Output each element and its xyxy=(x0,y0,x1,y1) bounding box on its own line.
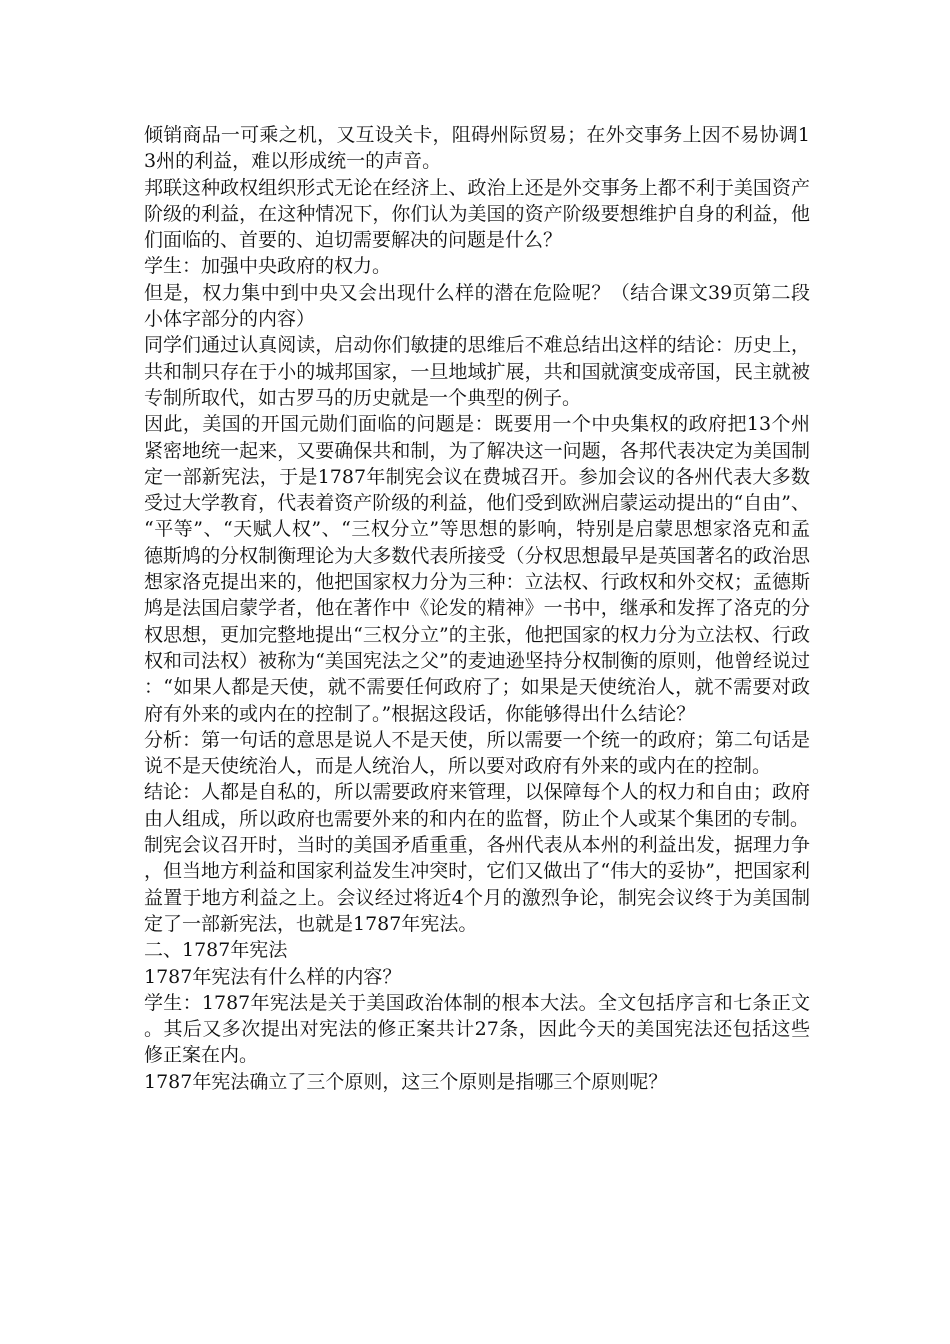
paragraph-republic-history: 同学们通过认真阅读，启动你们敏捷的思维后不难总结出这样的结论：历史上，共和制只存在于小的城邦国家，一旦地域扩展，共和国就演变成帝国，民主就被专制所取代，如古罗马的历史就是一个典型的例子。 xyxy=(144,334,810,409)
paragraph-three-principles-question: 1787年宪法确立了三个原则，这三个原则是指哪三个原则呢？ xyxy=(144,1070,668,1093)
document-page xyxy=(144,122,810,1095)
paragraph-great-compromise: 制宪会议召开时，当时的美国矛盾重重，各州代表从本州的利益出发，据理力争，但当地方利益和国家利益发生冲突时，它们又做出了“伟大的妥协”，把国家利益置于地方利益之上。会议经过将近4个月的激烈争论，制宪会议终于为美国制定了一部新宪法，也就是1787年宪法。 xyxy=(144,834,810,935)
paragraph-confederation-question: 邦联这种政权组织形式无论在经济上、政治上还是外交事务上都不利于美国资产阶级的利益，在这种情况下，你们认为美国的资产阶级要想维护自身的利益，他们面临的、首要的、迫切需要解决的问题是什么？ xyxy=(144,176,810,252)
paragraph-danger-question: 但是，权力集中到中央又会出现什么样的潜在危险呢？（结合课文39页第二段小体字部分的内容） xyxy=(144,281,810,331)
paragraph-student-answer-central-power: 学生：加强中央政府的权力。 xyxy=(144,255,392,278)
paragraph-constitutional-convention: 因此，美国的开国元勋们面临的问题是：既要用一个中央集权的政府把13个州紧密地统一起来，又要确保共和制，为了解决这一问题，各邦代表决定为美国制定一部新宪法，于是1787年制宪会议在费城召开。参加会议的各州代表大多数受过大学教育，代表着资产阶级的利益，他们受到欧洲启蒙运动提出的“自由”、“平等”、“天赋人权”、“三权分立”等思想的影响，特别是启蒙思想家洛克和孟德斯鸠的分权制衡理论为大多数代表所接受（分权思想最早是英国著名的政治思想家洛克提出来的，他把国家权力分为三种：立法权、行政权和外交权；孟德斯鸠是法国启蒙学者，他在著作中《论发的精神》一书中，继承和发挥了洛克的分权思想，更加完整地提出“三权分立”的主张，他把国家的权力分为立法权、行政权和司法权）被称为“美国宪法之父”的麦迪逊坚持分权制衡的原则，他曾经说过：“如果人都是天使，就不需要任何政府了；如果是天使统治人，就不需要对政府有外来的或内在的控制了。”根据这段话，你能够得出什么结论？ xyxy=(144,413,810,725)
paragraph-content-question: 1787年宪法有什么样的内容？ xyxy=(144,965,402,988)
section-heading-1787-constitution: 二、1787年宪法 xyxy=(144,939,288,962)
paragraph-analysis: 分析：第一句话的意思是说人不是天使，所以需要一个统一的政府；第二句话是说不是天使统治人，而是人统治人，所以要对政府有外来的或内在的控制。 xyxy=(144,728,810,778)
paragraph-conclusion: 结论：人都是自私的，所以需要政府来管理，以保障每个人的权力和自由；政府由人组成，所以政府也需要外来的和内在的监督，防止个人或某个集团的专制。 xyxy=(144,781,810,830)
paragraph-student-answer-constitution: 学生：1787年宪法是关于美国政治体制的根本大法。全文包括序言和七条正文。其后又多次提出对宪法的修正案共计27条，因此今天的美国宪法还包括这些修正案在内。 xyxy=(144,991,810,1067)
paragraph-trade-barriers: 倾销商品一可乘之机，又互设关卡，阻碍州际贸易；在外交事务上因不易协调13州的利益，难以形成统一的声音。 xyxy=(144,124,810,173)
